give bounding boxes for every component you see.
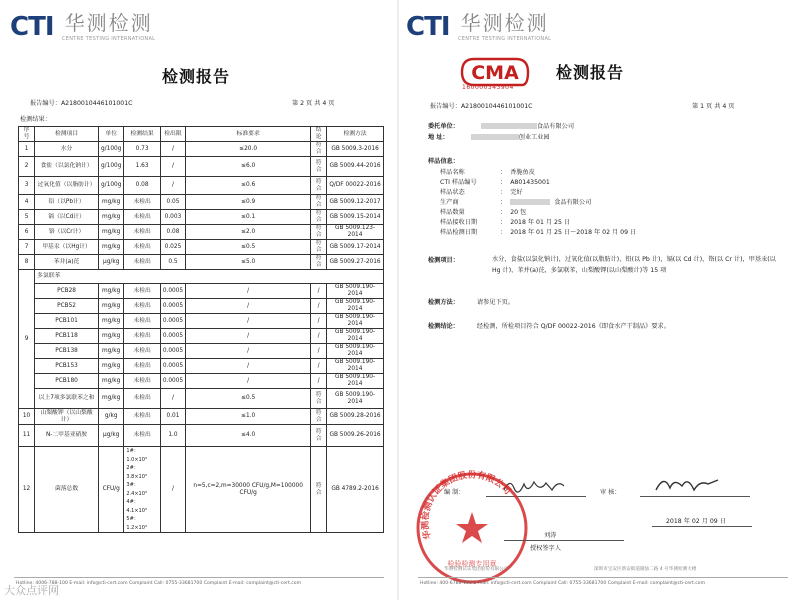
result-line: 5#：1.2×10³ [126, 516, 147, 531]
sample-field-label: 样品名称 [440, 169, 465, 176]
sample-field-separator: ： [500, 169, 507, 176]
compiler-label: 编 制： [444, 489, 465, 496]
cell-item: 镉（以Cd计） [35, 210, 99, 225]
cell-item: PCB153 [35, 359, 99, 374]
cell-limit: 0.5 [160, 255, 185, 270]
cell-item: 水分 [35, 142, 99, 157]
cell-conclusion: 符合 [311, 409, 327, 425]
cell-result: 未检出 [124, 240, 160, 255]
cell-no: 6 [19, 225, 35, 240]
result-line: 2#：3.8×10³ [126, 465, 147, 480]
cell-limit: 0.05 [160, 195, 185, 210]
table-row [19, 389, 384, 409]
cell-conclusion: / [311, 329, 327, 344]
sample-field-separator: ： [500, 189, 507, 196]
cell-method: GB 5009.190-2014 [327, 284, 384, 299]
report-page-1 [404, 0, 796, 600]
table-row [19, 359, 384, 374]
cell-unit: g/100g [99, 157, 124, 177]
table-row [19, 225, 384, 240]
watermark-text: 大众点评网 [4, 584, 59, 597]
report-page-2 [0, 0, 392, 600]
method-label: 检测方法： [428, 299, 459, 306]
sample-field-row [440, 167, 535, 176]
sample-field-label: 样品状态 [440, 189, 465, 196]
cell-unit: mg/kg [99, 299, 124, 314]
cell-no: 1 [19, 142, 35, 157]
cell-standard: ≤4.0 [186, 425, 311, 447]
cell-item: 苯并(a)芘 [35, 255, 99, 270]
cell-no: 9 [19, 270, 35, 409]
cell-unit: mg/kg [99, 240, 124, 255]
page-divider [397, 0, 399, 600]
cell-result: 0.08 [124, 177, 160, 195]
cell-item: 菌落总数 [35, 447, 99, 533]
brand-name-cn: 华测检测 [64, 11, 153, 35]
column-header-3: 检测结果 [124, 127, 160, 142]
sample-field-value: 2018 年 01 月 25 日 [510, 219, 571, 226]
cell-unit: mg/kg [99, 314, 124, 329]
cell-no: 5 [19, 210, 35, 225]
cell-no: 4 [19, 195, 35, 210]
cell-standard: ≤0.5 [186, 389, 311, 409]
sample-field-value: 20 包 [510, 209, 527, 216]
sample-field-label: 生产商 [440, 199, 459, 206]
cell-result: 未检出 [124, 389, 160, 409]
cell-standard: ≤0.1 [186, 210, 311, 225]
cell-method: GB 4789.2-2016 [327, 447, 384, 533]
report-number [430, 101, 532, 110]
brand-name-en: CENTRE TESTING INTERNATIONAL [62, 36, 156, 42]
table-row [19, 177, 384, 195]
table-row [19, 314, 384, 329]
cell-item: PCB52 [35, 299, 99, 314]
cell-unit: mg/kg [99, 359, 124, 374]
cell-item: PCB118 [35, 329, 99, 344]
brand-name-cn: 华测检测 [460, 11, 549, 35]
cell-standard: ≤1.0 [186, 409, 311, 425]
cell-standard: / [186, 344, 311, 359]
reviewer-signature-icon [652, 472, 722, 498]
cell-result: 未检出 [124, 299, 160, 314]
result-line: 4#：4.1×10³ [126, 499, 147, 514]
cell-conclusion: / [311, 359, 327, 374]
cell-limit: 0.025 [160, 240, 185, 255]
cell-method: GB 5009.190-2014 [327, 344, 384, 359]
method-field [428, 297, 514, 306]
report-number-value: A2180010446101001C [60, 100, 133, 107]
cell-limit: 0.0005 [160, 299, 185, 314]
cell-conclusion: / [311, 314, 327, 329]
test-items-label-text: 检测项目： [428, 257, 459, 264]
sample-field-row [440, 207, 526, 216]
cell-conclusion: 符合 [311, 255, 327, 270]
cell-item: 食盐（以氯化钠计） [35, 157, 99, 177]
address-value: 创业工业园 [518, 134, 550, 141]
cell-unit: mg/kg [99, 284, 124, 299]
report-number-label: 报告编号： [430, 103, 461, 110]
cti-logo [10, 11, 156, 48]
table-row [19, 270, 384, 284]
table-row [19, 284, 384, 299]
cell-item: 山梨酸钾（以山梨酸计） [35, 409, 99, 425]
sample-field-row [440, 177, 550, 186]
cma-number: 160000343904 [462, 84, 514, 91]
cell-limit: 0.0005 [160, 284, 185, 299]
signer-line [504, 540, 624, 541]
cell-result: 未检出 [124, 374, 160, 389]
sample-field-separator: ： [500, 179, 507, 186]
cell-unit: mg/kg [99, 329, 124, 344]
table-row [19, 329, 384, 344]
cell-conclusion: / [311, 284, 327, 299]
cell-item: 甲基汞（以Hg计） [35, 240, 99, 255]
sample-field-value: 食品有限公司 [554, 199, 592, 206]
cell-standard: ≤6.0 [186, 157, 311, 177]
cell-conclusion: / [311, 344, 327, 359]
redaction-bar [510, 199, 550, 205]
cell-item: 铬（以Cr计） [35, 225, 99, 240]
redaction-bar [471, 134, 519, 140]
date-line [652, 526, 752, 527]
cell-result [124, 447, 160, 533]
cell-item: 多氯联苯 [35, 270, 384, 284]
cell-item: 过氧化值（以脂肪计） [35, 177, 99, 195]
sample-info-label-text: 样品信息： [428, 158, 459, 165]
cell-no: 2 [19, 157, 35, 177]
page-footer: Hotline: 400-6788-100 E-mail: info@cti-cert.com Complaint Call: 0755-33681700 Complaint E-mail: complaint@cti-cert.com [420, 581, 706, 586]
redaction-bar [481, 123, 537, 129]
cell-item: N-二甲基亚硝胺 [35, 425, 99, 447]
sample-field-value: A801435001 [510, 179, 550, 186]
cell-unit: g/100g [99, 142, 124, 157]
cell-unit: mg/kg [99, 344, 124, 359]
cell-unit: mg/kg [99, 225, 124, 240]
sample-field-label: 样品数量 [440, 209, 465, 216]
cell-conclusion: 符合 [311, 447, 327, 533]
sample-field-label: 样品检测日期 [440, 229, 478, 236]
cell-conclusion: 符合 [311, 225, 327, 240]
cell-unit: mg/kg [99, 389, 124, 409]
table-header-row [19, 127, 384, 142]
table-row [19, 255, 384, 270]
cell-conclusion: / [311, 374, 327, 389]
table-row [19, 240, 384, 255]
cell-standard: ≤0.6 [186, 177, 311, 195]
cti-logo-text: CTI [10, 12, 54, 42]
table-row [19, 195, 384, 210]
cell-limit: 0.0005 [160, 314, 185, 329]
cell-method: GB 5009.190-2014 [327, 314, 384, 329]
cell-method: Q/DF 00022-2016 [327, 177, 384, 195]
sample-field-value: 2018 年 01 月 25 日～2018 年 02 月 09 日 [510, 229, 637, 236]
cell-unit: μg/kg [99, 425, 124, 447]
cell-conclusion: 符合 [311, 389, 327, 409]
cell-unit: μg/kg [99, 255, 124, 270]
cell-unit: mg/kg [99, 195, 124, 210]
cell-standard: / [186, 359, 311, 374]
cell-conclusion: 符合 [311, 195, 327, 210]
cell-limit: 0.0005 [160, 374, 185, 389]
cell-method: GB 5009.123-2014 [327, 225, 384, 240]
cell-conclusion: 符合 [311, 142, 327, 157]
signer-title: 授权签字人 [530, 545, 561, 552]
cell-result: 未检出 [124, 344, 160, 359]
address-label: 地 址： [428, 134, 449, 141]
cell-method: GB 5009.3-2016 [327, 142, 384, 157]
column-header-0: 序号 [19, 127, 35, 142]
cell-limit: 0.0005 [160, 344, 185, 359]
reviewer-label: 审 核： [600, 489, 621, 496]
cell-method: GB 5009.26-2016 [327, 425, 384, 447]
column-header-5: 标准要求 [186, 127, 311, 142]
cell-result: 未检出 [124, 195, 160, 210]
page-info: 第 2 页 共 4 页 [292, 100, 335, 107]
cell-limit: 0.0005 [160, 359, 185, 374]
signer-name: 刘涛 [544, 532, 557, 539]
table-row [19, 157, 384, 177]
cell-result: 未检出 [124, 210, 160, 225]
footer-address: 深圳市宝安区新安街道隆仙二路 4 号华测检测大楼 [594, 567, 697, 572]
cell-item: 铅（以Pb计） [35, 195, 99, 210]
svg-text:检验检测专用章: 检验检测专用章 [447, 560, 497, 568]
table-row [19, 374, 384, 389]
cell-item: 以上7项多氯联苯之和 [35, 389, 99, 409]
conclusion-field [428, 321, 670, 330]
cell-result: 未检出 [124, 255, 160, 270]
cell-limit: 1.0 [160, 425, 185, 447]
column-header-4: 检出限 [160, 127, 185, 142]
table-row [19, 142, 384, 157]
cell-limit: / [160, 447, 185, 533]
client-field [428, 121, 574, 130]
cell-item: PCB101 [35, 314, 99, 329]
cell-no: 3 [19, 177, 35, 195]
sample-field-separator: ： [500, 209, 507, 216]
footer-divider [418, 577, 788, 578]
column-header-1: 检测项目 [35, 127, 99, 142]
cell-limit: 0.08 [160, 225, 185, 240]
cell-standard: / [186, 299, 311, 314]
cell-no: 10 [19, 409, 35, 425]
svg-text:CMA: CMA [471, 62, 519, 84]
cell-standard: / [186, 284, 311, 299]
cell-conclusion: 符合 [311, 177, 327, 195]
cell-no: 12 [19, 447, 35, 533]
page-title: 检测报告 [556, 63, 625, 82]
cell-item: PCB180 [35, 374, 99, 389]
cell-method: GB 5009.190-2014 [327, 389, 384, 409]
results-label: 检测结果： [20, 116, 51, 123]
conclusion-label: 检测结论： [428, 323, 459, 330]
address-field [428, 132, 550, 141]
column-header-7: 检测方法 [327, 127, 384, 142]
cell-method: GB 5009.44-2016 [327, 157, 384, 177]
cell-method: GB 5009.27-2016 [327, 255, 384, 270]
report-number-label: 报告编号： [30, 100, 61, 107]
table-row [19, 299, 384, 314]
cell-method: GB 5009.190-2014 [327, 329, 384, 344]
cell-method: GB 5009.28-2016 [327, 409, 384, 425]
table-row [19, 344, 384, 359]
cell-limit: 0.0005 [160, 329, 185, 344]
cell-standard: ≤5.0 [186, 255, 311, 270]
cell-standard: / [186, 329, 311, 344]
page-info: 第 1 页 共 4 页 [692, 103, 735, 110]
cell-limit: 0.01 [160, 409, 185, 425]
cell-standard: ≤2.0 [186, 225, 311, 240]
cell-standard: / [186, 314, 311, 329]
cell-result: 未检出 [124, 284, 160, 299]
test-items-label [428, 255, 459, 264]
result-line: 1#：1.0×10³ [126, 448, 147, 463]
cti-logo-text: CTI [406, 12, 450, 42]
cell-method: GB 5009.190-2014 [327, 359, 384, 374]
cell-result: 未检出 [124, 425, 160, 447]
cell-limit: / [160, 157, 185, 177]
cell-no: 11 [19, 425, 35, 447]
cell-result: 未检出 [124, 314, 160, 329]
cell-standard: / [186, 374, 311, 389]
sample-field-value: 香脆鱼皮 [510, 169, 535, 176]
cell-unit: g/100g [99, 177, 124, 195]
table-row [19, 447, 384, 533]
client-label: 委托单位： [428, 123, 459, 130]
sample-field-separator: ： [500, 229, 507, 236]
sample-info-label [428, 156, 459, 165]
table-body [19, 142, 384, 533]
table-row [19, 409, 384, 425]
cell-no: 8 [19, 255, 35, 270]
cell-no: 7 [19, 240, 35, 255]
conclusion-text: 经检测，所检项目符合 Q/DF 00022-2016《即食水产干制品》要求。 [476, 323, 670, 330]
results-table [18, 126, 384, 533]
cell-limit: / [160, 177, 185, 195]
test-items-text: 水分，食盐(以氯化钠计)，过氧化值(以脂肪计)，铅(以 Pb 计)，镉(以 Cd 计)，铬(以 Cr 计)，甲基汞(以 Hg 计)，苯并(a)芘，多氯联苯，山梨酸钾(以山梨酸计)等 15 项 [492, 256, 776, 274]
cell-unit: CFU/g [99, 447, 124, 533]
table-row [19, 425, 384, 447]
cti-logo [406, 11, 552, 48]
cell-standard: n=5,c=2,m=30000 CFU/g,M=100000 CFU/g [186, 447, 311, 533]
cell-result: 未检出 [124, 359, 160, 374]
svg-text:华测检测认证集团股份有限公司: 华测检测认证集团股份有限公司 [420, 470, 513, 541]
column-header-2: 单位 [99, 127, 124, 142]
cell-method: GB 5009.17-2014 [327, 240, 384, 255]
cell-method: GB 5009.190-2014 [327, 374, 384, 389]
footer-company: 华测检测认证集团股份有限公司 [444, 567, 509, 572]
client-value: 食品有限公司 [536, 123, 575, 130]
table-row [19, 210, 384, 225]
cell-method: GB 5009.12-2017 [327, 195, 384, 210]
page-footer: Hotline: 4006-788-100 E-mail: info@cti-cert.com Complaint Call: 0755-33681700 Complaint E-mail: complaint@cti-cert.com [16, 581, 302, 586]
sample-field-separator: ： [500, 219, 507, 226]
cell-unit: mg/kg [99, 374, 124, 389]
cell-result: 未检出 [124, 225, 160, 240]
sample-field-row [440, 227, 636, 236]
sample-field-row [440, 187, 523, 196]
cell-standard: ≤0.5 [186, 240, 311, 255]
cell-conclusion: / [311, 299, 327, 314]
cell-limit: / [160, 142, 185, 157]
sample-field-label: CTI 样品编号 [440, 179, 477, 186]
sample-field-row [440, 197, 591, 206]
report-number-value: A2180010446101001C [460, 103, 533, 110]
cell-result: 未检出 [124, 329, 160, 344]
sample-field-label: 样品接收日期 [440, 219, 478, 226]
sample-field-value: 完好 [510, 189, 523, 196]
cell-result: 0.73 [124, 142, 160, 157]
cell-item: PCB138 [35, 344, 99, 359]
cell-limit: / [160, 389, 185, 409]
result-line: 3#：2.4×10³ [126, 482, 147, 497]
footer-divider [14, 577, 384, 578]
sample-field-separator: ： [500, 199, 507, 206]
cell-unit: g/kg [99, 409, 124, 425]
cell-standard: ≤0.9 [186, 195, 311, 210]
cell-result: 1.63 [124, 157, 160, 177]
report-date: 2018 年 02 月 09 日 [666, 518, 726, 525]
cell-result: 未检出 [124, 409, 160, 425]
cell-conclusion: 符合 [311, 157, 327, 177]
brand-name-en: CENTRE TESTING INTERNATIONAL [458, 36, 552, 42]
sample-field-row [440, 217, 570, 226]
cell-conclusion: 符合 [311, 425, 327, 447]
cell-conclusion: 符合 [311, 240, 327, 255]
cell-method: GB 5009.15-2014 [327, 210, 384, 225]
column-header-6: 结论 [311, 127, 327, 142]
page-title: 检测报告 [162, 67, 231, 86]
cell-item: PCB28 [35, 284, 99, 299]
cell-unit: mg/kg [99, 210, 124, 225]
report-number [30, 98, 132, 107]
cell-method: GB 5009.190-2014 [327, 299, 384, 314]
cell-limit: 0.003 [160, 210, 185, 225]
cell-standard: ≤20.0 [186, 142, 311, 157]
cell-conclusion: 符合 [311, 210, 327, 225]
method-text: 请参见下页。 [476, 299, 515, 306]
